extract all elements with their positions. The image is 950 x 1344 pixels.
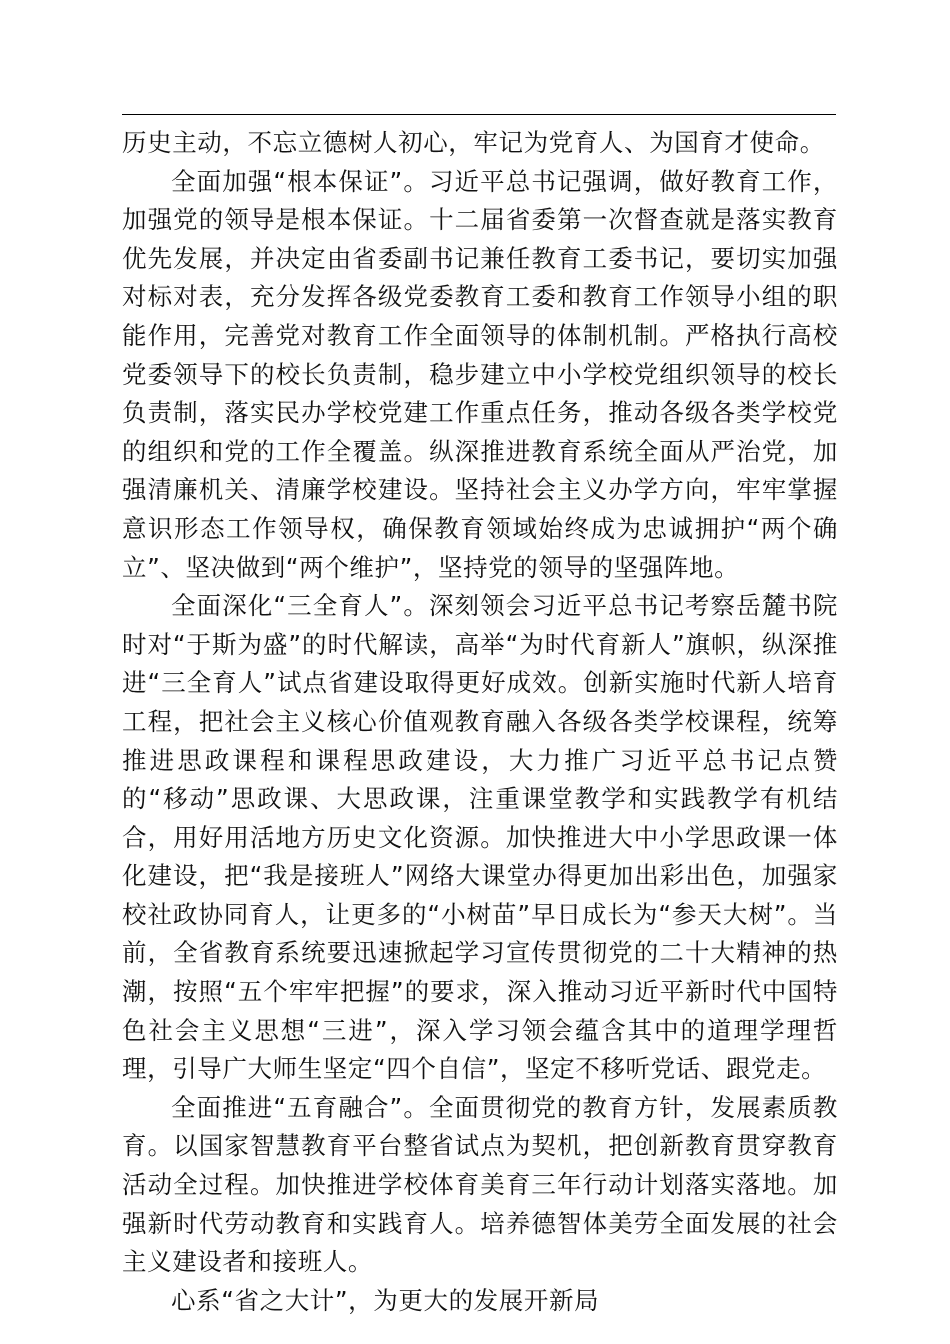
header-rule: [122, 114, 836, 115]
paragraph-fundamental-guarantee: 全面加强“根本保证”。习近平总书记强调，做好教育工作，加强党的领导是根本保证。十二届省委第一次督查就是落实教育优先发展，并决定由省委副书记兼任教育工委书记，要切实加强对标对表，充分发挥各级党委教育工委和教育工作领导小组的职能作用，完善党对教育工作全面领导的体制机制。严格执行高校党委领导下的校长负责制，稳步建立中小学校党组织领导的校长负责制，落实民办学校党建工作重点任务，推动各级各类学校党的组织和党的工作全覆盖。纵深推进教育系统全面从严治党，加强清廉机关、清廉学校建设。坚持社会主义办学方向，牢牢掌握意识形态工作领导权，确保教育领域始终成为忠诚拥护“两个确立”、坚决做到“两个维护”，坚持党的领导的坚强阵地。: [122, 166, 838, 582]
paragraph-continuation: 历史主动，不忘立德树人初心，牢记为党育人、为国育才使命。: [122, 128, 825, 157]
section-heading: 心系“省之大计”，为更大的发展开新局: [171, 1285, 600, 1315]
paragraph-five-education-integration: 全面推进“五育融合”。全面贯彻党的教育方针，发展素质教育。以国家智慧教育平台整省试点为契机，把创新教育贯穿教育活动全过程。加快推进学校体育美育三年行动计划落实落地。加强新时代劳动教育和实践育人。培养德智体美劳全面发展的社会主义建设者和接班人。: [122, 1092, 838, 1277]
paragraph-three-all-education: 全面深化“三全育人”。深刻领会习近平总书记考察岳麓书院时对“于斯为盛”的时代解读，高举“为时代育新人”旗帜，纵深推进“三全育人”试点省建设取得更好成效。创新实施时代新人培育工程，把社会主义核心价值观教育融入各级各类学校课程，统筹推进思政课程和课程思政建设，大力推广习近平总书记点赞的“移动”思政课、大思政课，注重课堂教学和实践教学有机结合，用好用活地方历史文化资源。加快推进大中小学思政课一体化建设，把“我是接班人”网络大课堂办得更加出彩出色，加强家校社政协同育人，让更多的“小树苗”早日成长为“参天大树”。当前，全省教育系统要迅速掀起学习宣传贯彻党的二十大精神的热潮，按照“五个牢牢把握”的要求，深入推动习近平新时代中国特色社会主义思想“三进”，深入学习领会蕴含其中的道理学理哲理，引导广大师生坚定“四个自信”，坚定不移听党话、跟党走。: [122, 591, 838, 1084]
document-body: [122, 124, 838, 1320]
